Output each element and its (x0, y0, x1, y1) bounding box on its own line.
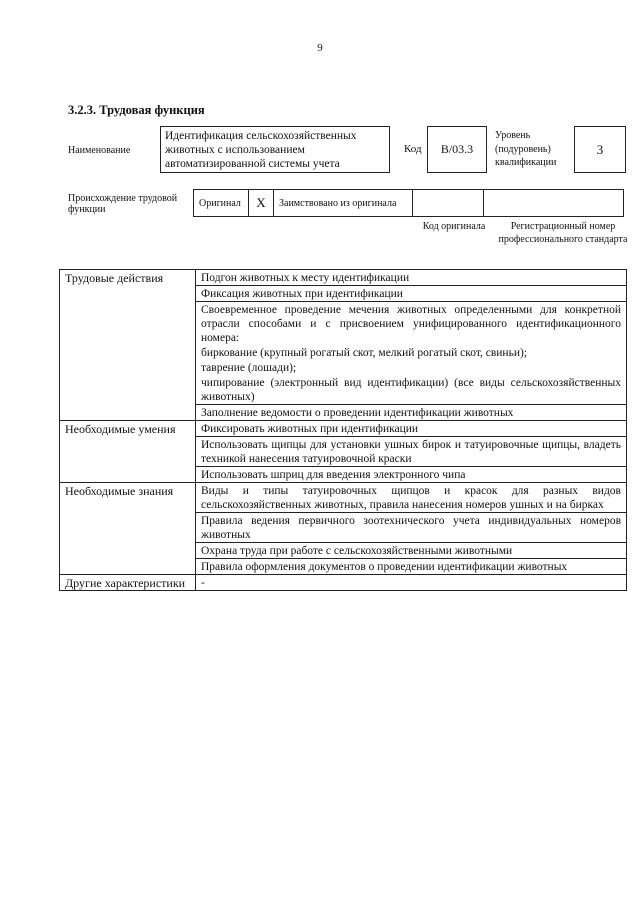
skills-label: Необходимые умения (60, 421, 196, 483)
knowledge-label: Необходимые знания (60, 483, 196, 575)
code-original-cell (412, 189, 484, 217)
other-label: Другие характеристики (60, 575, 196, 591)
page-number: 9 (317, 42, 323, 54)
reg-number-caption: Регистрационный номер профессионального стандарта (498, 221, 628, 245)
reg-number-cell (483, 189, 624, 217)
knowledge-item: Правила оформления документов о проведении идентификации животных (196, 559, 627, 575)
action-item: Подгон животных к месту идентификации (196, 270, 627, 286)
level-value: 3 (574, 126, 626, 173)
skill-item: Использовать шприц для введения электронного чипа (196, 467, 627, 483)
name-label: Наименование (68, 145, 131, 156)
origin-label: Происхождение трудовой функции (68, 193, 178, 215)
name-value: Идентификация сельскохозяйственных животных с использованием автоматизированной системы учета (160, 126, 390, 173)
other-value: - (196, 575, 627, 591)
action-item: Заполнение ведомости о проведении идентификации животных (196, 405, 627, 421)
origin-row (194, 189, 627, 217)
action-item (196, 302, 627, 346)
work-function-table (59, 269, 627, 591)
original-label: Оригинал (193, 189, 249, 217)
action-item: таврение (лошади); (196, 360, 627, 375)
level-label: Уровень (подуровень) квалификации (495, 130, 557, 168)
code-original-caption: Код оригинала (422, 221, 486, 232)
action-item: чипирование (электронный вид идентификации) (все виды сельскохозяйственных животных) (196, 375, 627, 405)
skill-item: Фиксировать животных при идентификации (196, 421, 627, 437)
code-value: В/03.3 (427, 126, 487, 173)
skill-item: Использовать щипцы для установки ушных бирок и татуировочные щипцы, владеть техникой нанесения татуировочной краски (196, 437, 627, 467)
action-item: Фиксация животных при идентификации (196, 286, 627, 302)
knowledge-item: Виды и типы татуировочных щипцов и красок для разных видов сельскохозяйственных животных, правила нанесения номеров ушных и на бирках (196, 483, 627, 513)
actions-label: Трудовые действия (60, 270, 196, 421)
code-label: Код (404, 143, 422, 155)
knowledge-item: Охрана труда при работе с сельскохозяйственными животными (196, 543, 627, 559)
section-title: 3.2.3. Трудовая функция (68, 103, 205, 117)
knowledge-item: Правила ведения первичного зоотехнического учета индивидуальных номеров животных (196, 513, 627, 543)
original-mark: X (248, 189, 274, 217)
borrowed-label: Заимствовано из оригинала (273, 189, 413, 217)
action-text: Своевременное проведение мечения животных определенными для конкретной отрасли способами и с присвоением унифицированного идентификационного номера: (201, 304, 621, 344)
action-item: биркование (крупный рогатый скот, мелкий рогатый скот, свиньи); (196, 345, 627, 360)
